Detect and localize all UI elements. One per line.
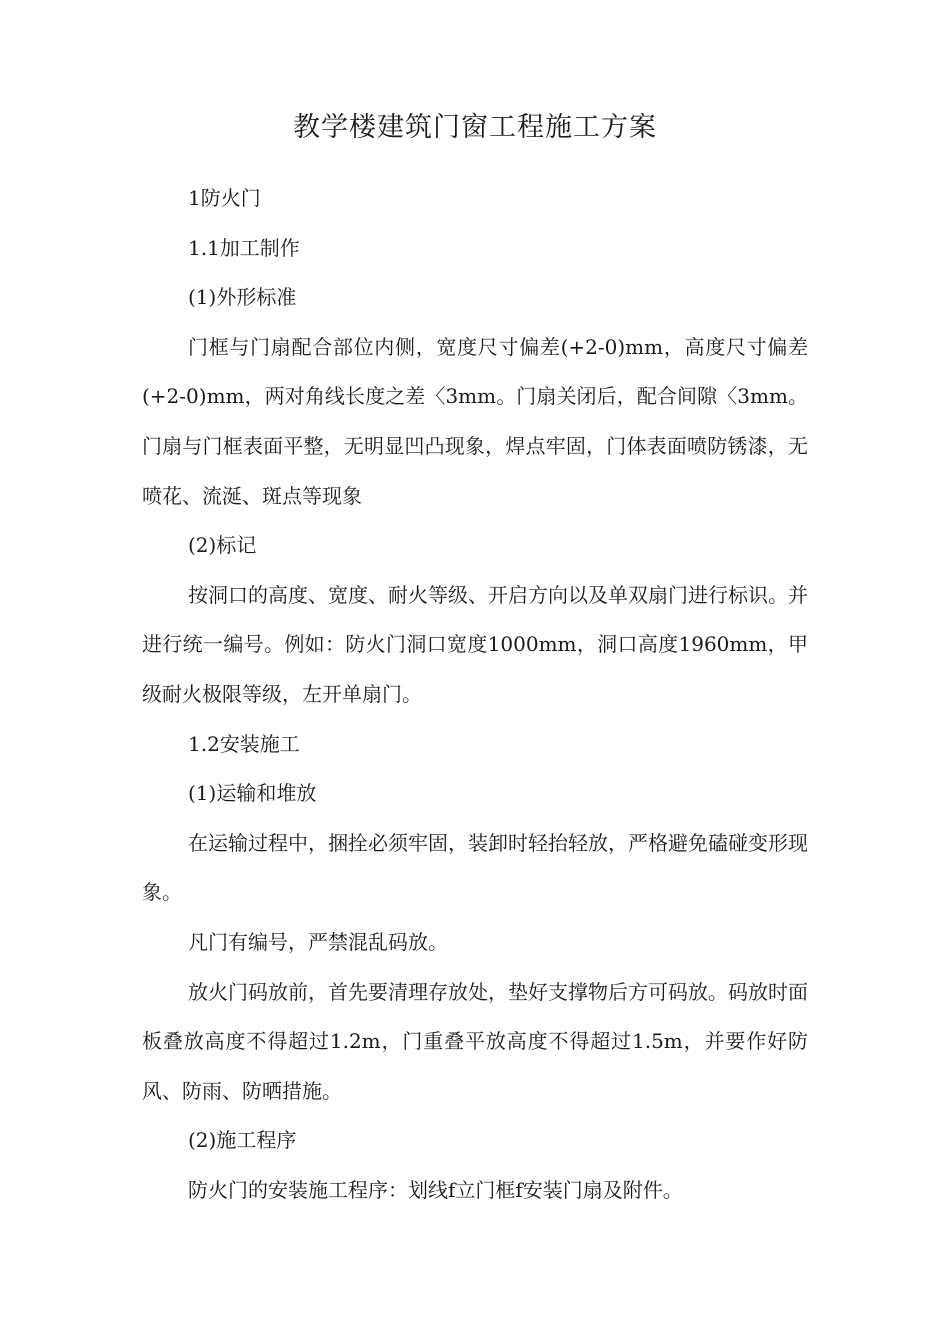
document-title: 教学楼建筑门窗工程施工方案: [293, 112, 657, 143]
subsection-heading-1-2: 1.2安装施工: [188, 731, 300, 756]
paragraph-transport: 在运输过程中，捆拴必须牢固，装卸时轻抬轻放，严格避免磕碰变形现象。: [142, 830, 808, 905]
paragraph-storage: 放火门码放前，首先要清理存放处，垫好支撑物后方可码放。码放时面板叠放高度不得超过1.2m，门重叠平放高度不得超过1.5m，并要作好防风、防雨、防晒措施。: [142, 979, 808, 1103]
item-heading-construction-procedure: (2)施工程序: [188, 1128, 297, 1153]
paragraph-construction-procedure: 防火门的安装施工程序：划线f立门框f安装门扇及附件。: [188, 1177, 683, 1202]
paragraph-numbering: 凡门有编号，严禁混乱码放。: [188, 929, 448, 954]
paragraph-appearance-standard: 门框与门扇配合部位内侧，宽度尺寸偏差(+2-0)mm，高度尺寸偏差(+2-0)mm，两对角线长度之差〈3mm。门扇关闭后，配合间隙〈3mm。门扇与门框表面平整，无明显凹凸现象，焊点牢固，门体表面喷防锈漆，无喷花、流涎、斑点等现象: [142, 334, 808, 508]
paragraph-marking: 按洞口的高度、宽度、耐火等级、开启方向以及单双扇门进行标识。并进行统一编号。例如：防火门洞口宽度1000mm，洞口高度1960mm，甲级耐火极限等级，左开单扇门。: [142, 582, 808, 706]
subsection-heading-1-1: 1.1加工制作: [188, 235, 300, 260]
item-heading-transport-storage: (1)运输和堆放: [188, 781, 317, 806]
section-heading-1: 1防火门: [188, 186, 261, 210]
document-body: [142, 174, 808, 1215]
item-heading-appearance-standard: (1)外形标准: [188, 285, 297, 310]
item-heading-marking: (2)标记: [188, 533, 257, 558]
